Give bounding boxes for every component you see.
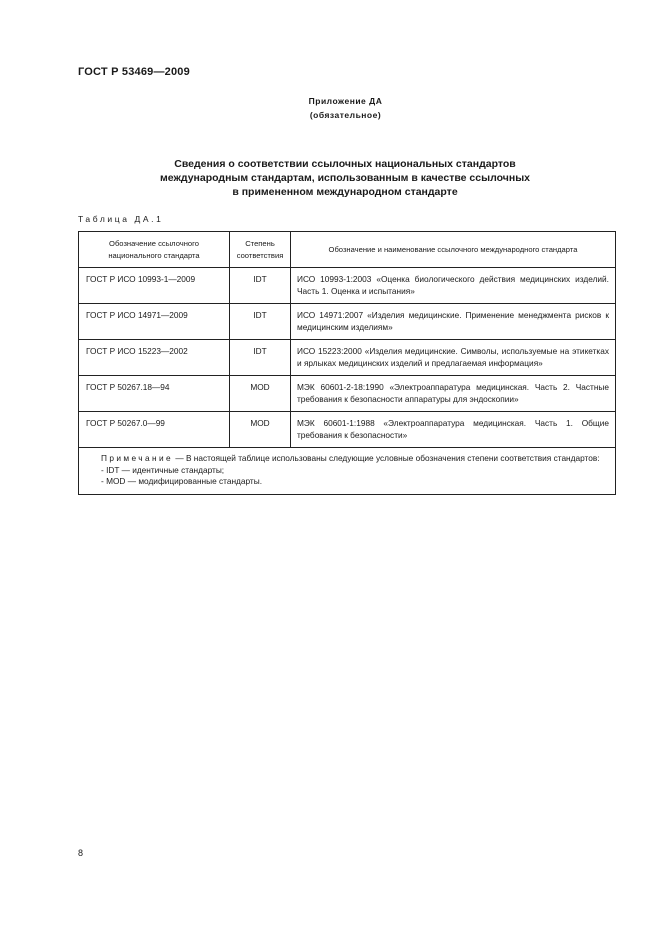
cell-international: ИСО 15223:2000 «Изделия медицинские. Символы, используемые на этикетках и ярлыках медицинских изделий и предлагаемая информация» (291, 340, 616, 376)
table-row (79, 340, 616, 376)
title-line: международным стандартам, использованным в качестве ссылочных (159, 172, 530, 184)
appendix-status: (обязательное) (309, 110, 382, 120)
section-title (120, 157, 570, 199)
cell-national: ГОСТ Р ИСО 14971—2009 (79, 304, 230, 340)
correspondence-table (78, 231, 616, 495)
title-line: в примененном международном стандарте (232, 186, 458, 198)
cell-international: МЭК 60601-2-18:1990 «Электроаппаратура медицинская. Часть 2. Частные требования к безопасности аппаратуры для эндоскопии» (291, 376, 616, 412)
table-row (79, 268, 616, 304)
cell-degree: MOD (230, 376, 291, 412)
page-number: 8 (78, 848, 84, 858)
note-intro-paragraph (87, 453, 607, 465)
cell-international: ИСО 10993-1:2003 «Оценка биологического действия медицинских изделий. Часть 1. Оценка и испытания» (291, 268, 616, 304)
note-item: - IDT — идентичные стандарты; (101, 464, 225, 475)
table-header-row (79, 232, 616, 268)
column-header-national: Обозначение ссылочного национального стандарта (79, 232, 230, 268)
table-note-row (79, 448, 616, 495)
table-row (79, 376, 616, 412)
cell-degree: IDT (230, 340, 291, 376)
cell-degree: MOD (230, 412, 291, 448)
appendix-title: Приложение ДА (308, 96, 383, 106)
note-label: Примечание (101, 453, 174, 463)
title-line: Сведения о соответствии ссылочных национальных стандартов (174, 158, 516, 170)
correspondence-table-container (78, 231, 615, 495)
column-header-degree: Степень соответствия (230, 232, 291, 268)
cell-national: ГОСТ Р 50267.0—99 (79, 412, 230, 448)
column-header-international: Обозначение и наименование ссылочного международного стандарта (291, 232, 616, 268)
table-note (79, 448, 616, 495)
appendix-heading (0, 94, 661, 122)
cell-national: ГОСТ Р ИСО 15223—2002 (79, 340, 230, 376)
document-code: ГОСТ Р 53469—2009 (78, 66, 190, 78)
note-item: - MOD — модифицированные стандарты. (101, 476, 263, 486)
cell-national: ГОСТ Р 50267.18—94 (79, 376, 230, 412)
cell-international: МЭК 60601-1:1988 «Электроаппаратура медицинская. Часть 1. Общие требования к безопасности» (291, 412, 616, 448)
cell-degree: IDT (230, 304, 291, 340)
cell-international: ИСО 14971:2007 «Изделия медицинские. Применение менеджмента рисков к медицинским изделиям» (291, 304, 616, 340)
cell-national: ГОСТ Р ИСО 10993-1—2009 (79, 268, 230, 304)
table-row (79, 304, 616, 340)
cell-degree: IDT (230, 268, 291, 304)
table-row (79, 412, 616, 448)
table-caption: Таблица ДА.1 (78, 214, 164, 224)
note-intro: — В настоящей таблице использованы следующие условные обозначения степени соответствия стандартов: (175, 453, 600, 463)
